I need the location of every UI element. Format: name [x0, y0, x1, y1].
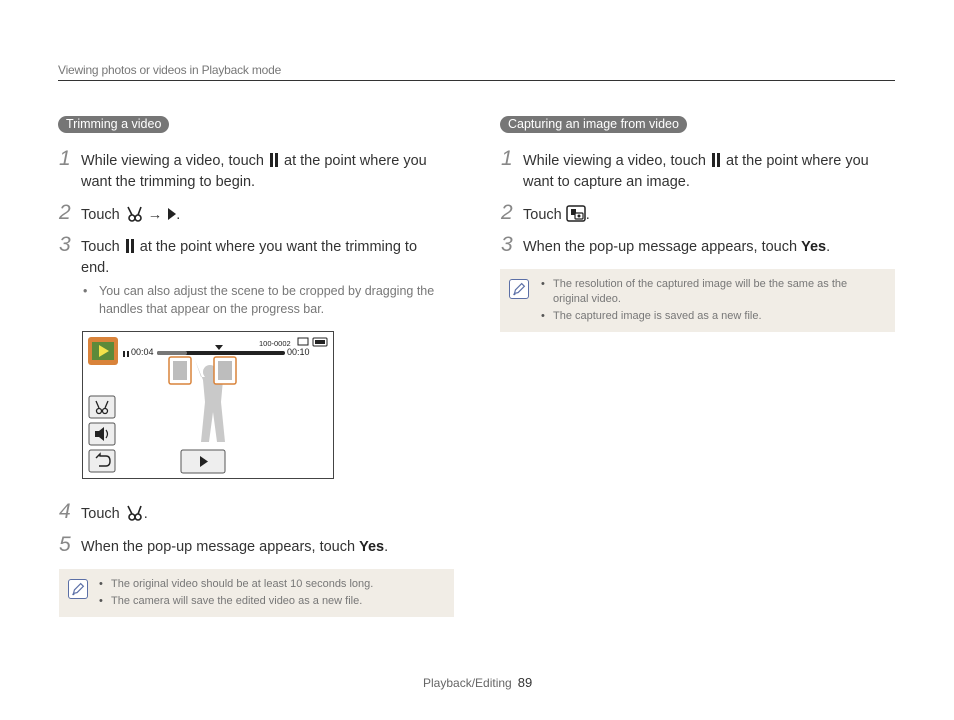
right-step-1 [501, 147, 869, 193]
step-3-sub-bullet [83, 282, 435, 318]
trim-handle-left-fill [173, 361, 187, 380]
memory-icon [298, 338, 308, 345]
step-text: . [143, 506, 148, 522]
left-step-2 [59, 201, 181, 226]
left-note-box [59, 569, 454, 617]
step-text: Touch [523, 207, 562, 223]
capture-image-icon [566, 205, 586, 222]
progress-bar-fill [157, 351, 187, 355]
yes-label: Yes [359, 539, 385, 555]
step-text: at the point where you [726, 153, 869, 169]
step-text: want to capture an image. [523, 174, 690, 190]
time-elapsed: 00:04 [131, 347, 154, 357]
step-text: While viewing a video, touch [81, 153, 264, 169]
step-text: want the trimming to begin. [81, 174, 256, 190]
step-text: . [585, 207, 590, 223]
step-text: . [176, 207, 181, 223]
left-step-1 [59, 147, 427, 193]
bullet-dot: • [83, 284, 88, 298]
section-title-capturing: Capturing an image from video [500, 116, 687, 133]
note-item: • The resolution of the captured image will be the same as the original video. [541, 277, 881, 307]
camera-screen-illustration [82, 331, 334, 479]
left-note-list [99, 577, 444, 611]
step-text: Touch [81, 239, 120, 255]
left-step-3 [59, 233, 418, 279]
page-number: 89 [517, 675, 533, 690]
step-text: When the pop-up message appears, touch [81, 539, 356, 555]
running-header: Viewing photos or videos in Playback mode [58, 63, 282, 77]
section-title-trimming: Trimming a video [58, 116, 169, 133]
pause-icon [269, 153, 279, 167]
left-step-5 [59, 533, 389, 558]
trim-handle-right-fill [218, 361, 232, 380]
trim-scissors-icon [124, 505, 144, 521]
mini-pause-left [123, 351, 125, 357]
progress-marker [215, 345, 223, 350]
file-number: 100-0002 [259, 339, 291, 348]
header-rule [58, 80, 895, 81]
trim-scissors-icon [124, 206, 144, 222]
step-text: . [826, 239, 831, 255]
step-number: 5 [59, 533, 71, 556]
step-number: 2 [501, 201, 513, 224]
pause-icon [125, 239, 135, 253]
step-number: 2 [59, 201, 71, 224]
sub-bullet-text: handles that appear on the progress bar. [99, 302, 325, 316]
arrow-text: → [147, 207, 163, 223]
step-number: 1 [501, 147, 513, 170]
back-button [89, 450, 115, 472]
right-note-list [541, 277, 881, 326]
step-text: at the point where you want the trimming to [139, 239, 418, 255]
step-text: While viewing a video, touch [523, 153, 706, 169]
yes-label: Yes [801, 239, 827, 255]
page-footer [423, 675, 532, 690]
step-text: at the point where you [284, 153, 427, 169]
pause-icon [711, 153, 721, 167]
note-item: • The captured image is saved as a new file. [541, 309, 881, 324]
sub-bullet-text: You can also adjust the scene to be cropped by dragging the [99, 284, 435, 298]
step-text: end. [81, 260, 110, 276]
note-pencil-icon [509, 279, 529, 299]
footer-section: Playback/Editing [423, 676, 512, 690]
step-text: When the pop-up message appears, touch [523, 239, 798, 255]
step-number: 1 [59, 147, 71, 170]
step-text: Touch [81, 506, 120, 522]
battery-level [315, 340, 325, 344]
note-item: • The camera will save the edited video as a new file. [99, 594, 444, 609]
right-note-box [500, 269, 895, 332]
left-step-4 [59, 500, 148, 525]
note-pencil-icon [68, 579, 88, 599]
time-total: 00:10 [287, 347, 310, 357]
right-step-2 [501, 201, 590, 226]
step-number: 4 [59, 500, 71, 523]
step-text: . [384, 539, 389, 555]
scissors-button [89, 396, 115, 418]
right-step-3 [501, 233, 831, 258]
mini-pause-right [127, 351, 129, 357]
step-number: 3 [59, 233, 71, 256]
step-number: 3 [501, 233, 513, 256]
note-item: • The original video should be at least 10 seconds long. [99, 577, 444, 592]
step-text: Touch [81, 207, 120, 223]
